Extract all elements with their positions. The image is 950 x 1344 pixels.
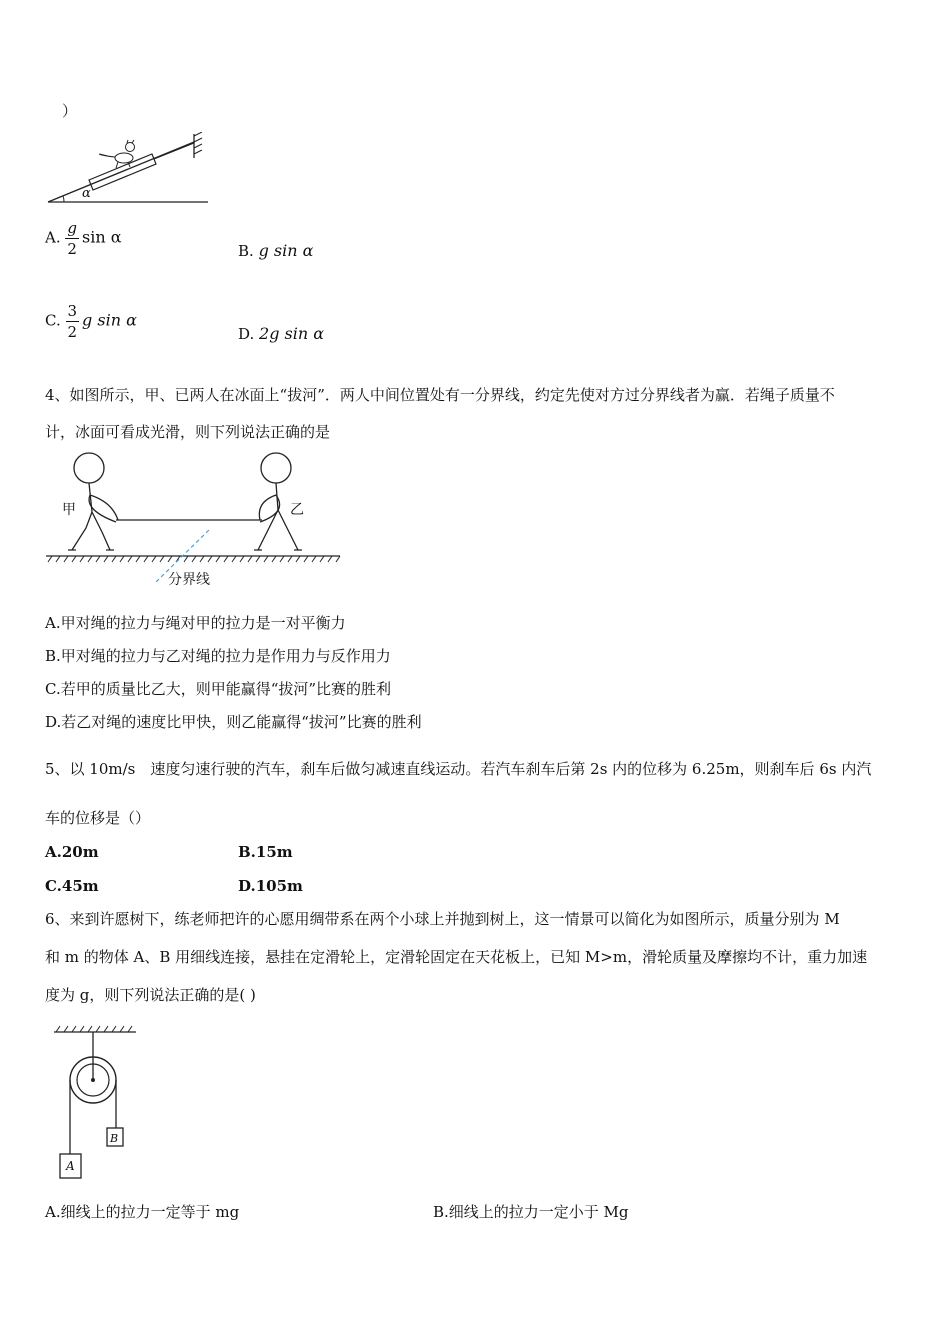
option-b: B. g sin α (238, 241, 314, 260)
label-yi: 乙 (290, 502, 304, 518)
pulley-figure (50, 1022, 150, 1187)
q6-option-a: A.细线上的拉力一定等于 mg (45, 1203, 240, 1221)
q5-stem-line2: 车的位移是（） (45, 809, 151, 827)
q4-stem-line2: 计，冰面可看成光滑，则下列说法正确的是 (45, 423, 331, 441)
angle-alpha-label: α (82, 186, 91, 201)
question-fragment-paren: ） (62, 102, 78, 120)
option-c: C. $\frac{3}{2}$ g sin α (45, 302, 137, 341)
q5-option-a: A.20m (45, 843, 99, 861)
q6-stem-line3: 度为 g，则下列说法正确的是( ) (45, 986, 256, 1004)
block-a-label: A (66, 1159, 75, 1173)
q5-option-b: B.15m (238, 843, 293, 861)
label-boundary: 分界线 (168, 572, 210, 588)
block-b-label: B (110, 1132, 119, 1145)
q6-stem-line2: 和 m 的物体 A、B 用细线连接，悬挂在定滑轮上，定滑轮固定在天花板上，已知 M>m，滑轮质量及摩擦均不计，重力加速 (45, 948, 868, 966)
q5-option-d: D.105m (238, 877, 303, 895)
q4-option-c: C.若甲的质量比乙大，则甲能赢得“拔河”比赛的胜利 (45, 680, 392, 698)
option-d: D. 2g sin α (238, 324, 325, 343)
q4-option-d: D.若乙对绳的速度比甲快，则乙能赢得“拔河”比赛的胜利 (45, 713, 422, 731)
label-jia: 甲 (62, 502, 76, 518)
q6-option-b: B.细线上的拉力一定小于 Mg (433, 1203, 629, 1221)
q4-stem-line1: 4、如图所示，甲、已两人在冰面上“拔河”．两人中间位置处有一分界线，约定先使对方过分界线者为赢．若绳子质量不 (45, 386, 835, 404)
q4-option-b: B.甲对绳的拉力与乙对绳的拉力是作用力与反作用力 (45, 647, 391, 665)
incline-figure (44, 132, 214, 210)
q5-stem-line1: 5、以 10m/s 速度匀速行驶的汽车，刹车后做匀减速直线运动。若汽车刹车后第 2s 内的位移为 6.25m，则刹车后 6s 内汽 (45, 760, 872, 778)
q4-option-a: A.甲对绳的拉力与绳对甲的拉力是一对平衡力 (45, 614, 346, 632)
q5-option-c: C.45m (45, 877, 99, 895)
option-a: A. $\frac{g}{2}$ sin α (45, 219, 122, 258)
q6-stem-line1: 6、来到许愿树下，练老师把许的心愿用绸带系在两个小球上并抛到树上，这一情景可以简化为如图所示，质量分别为 M (45, 910, 840, 928)
